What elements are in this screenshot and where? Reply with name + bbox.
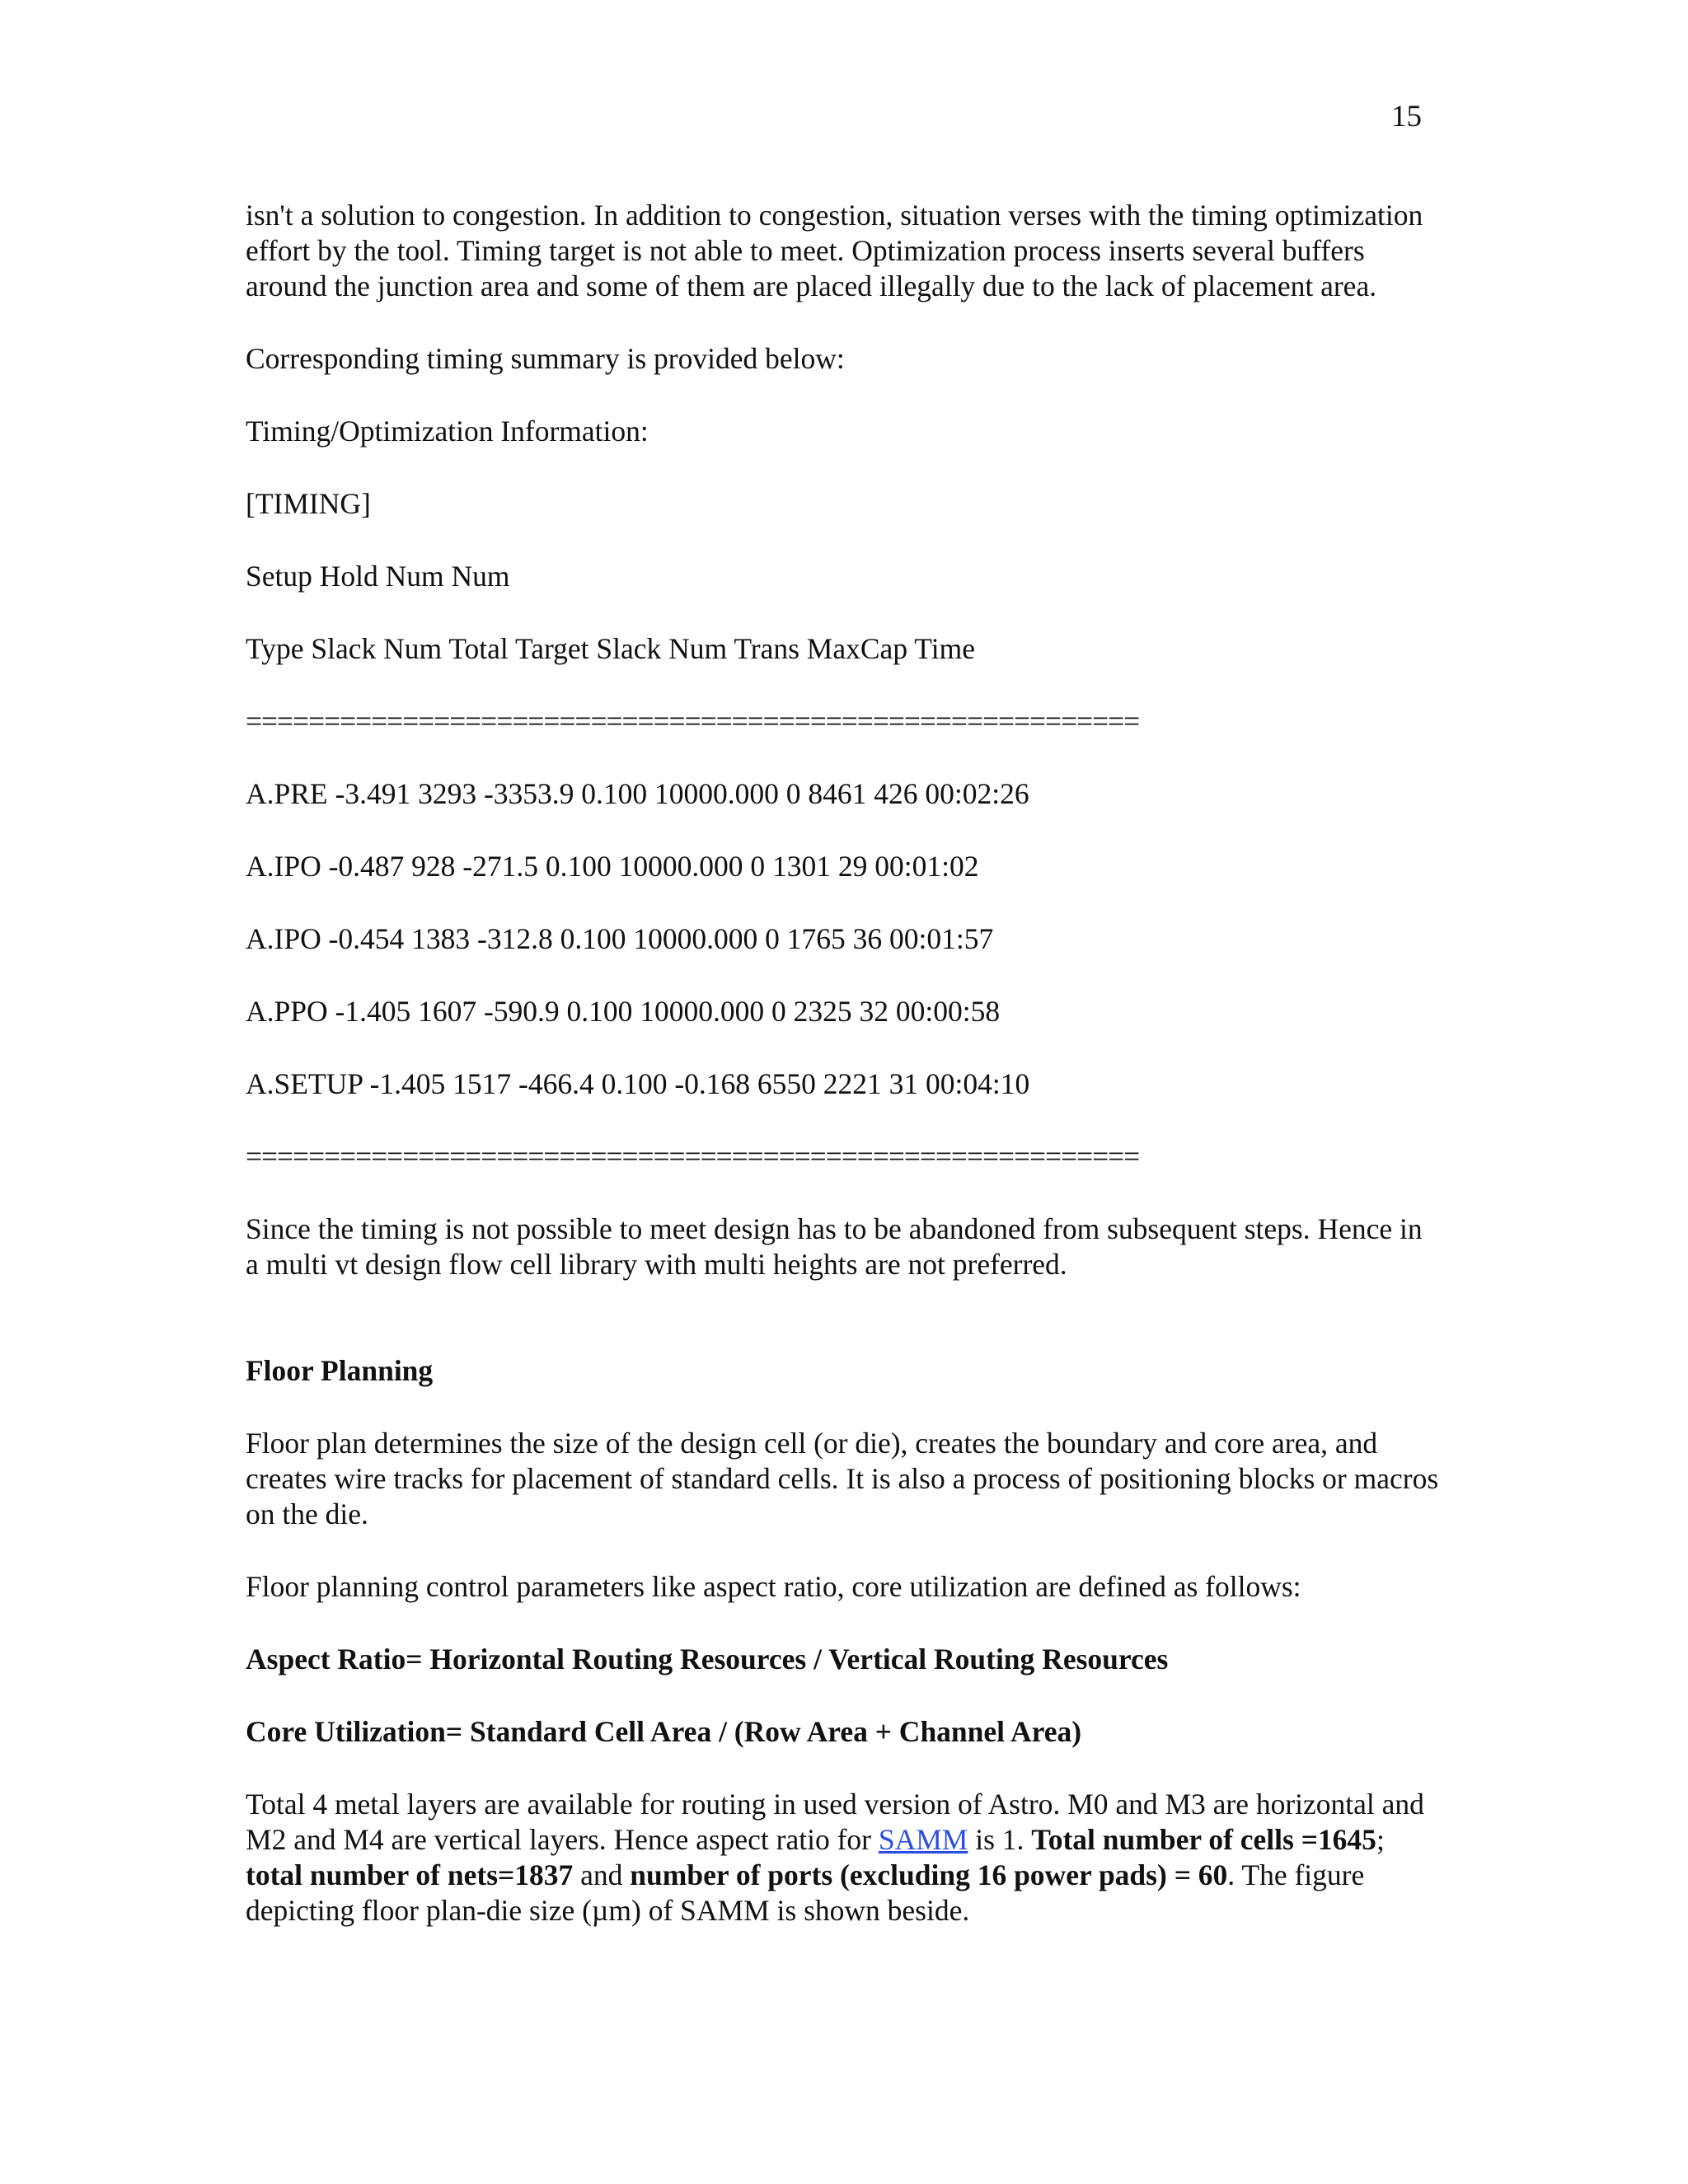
document-body	[246, 198, 1441, 1966]
paragraph-timing-intro: Corresponding timing summary is provided below:	[246, 342, 845, 375]
cells-count: Total number of cells =1645	[1031, 1823, 1376, 1856]
section-heading: Floor Planning	[246, 1354, 434, 1387]
paragraph-congestion: isn't a solution to congestion. In addition to congestion, situation verses with the timing optimization effort by the tool. Timing target is not able to meet. Optimization process inserts several buffers around the junction area and some of them are placed illegally due to the lack of placement area.	[246, 199, 1423, 302]
paragraph-timing-tag: [TIMING]	[246, 487, 371, 520]
paragraph-control-params: Floor planning control parameters like aspect ratio, core utilization are defined as follows:	[246, 1570, 1301, 1603]
text-segment: and	[573, 1858, 631, 1891]
text-segment: ;	[1376, 1823, 1385, 1856]
nets-count: total number of nets=1837	[246, 1858, 574, 1891]
timing-header-row-2: Type Slack Num Total Target Slack Num Trans MaxCap Time	[246, 632, 975, 665]
timing-row: A.PRE -3.491 3293 -3353.9 0.100 10000.000 0 8461 426 00:02:26	[246, 777, 1029, 810]
formula-core-utilization: Core Utilization= Standard Cell Area / (Row Area + Channel Area)	[246, 1715, 1082, 1748]
paragraph-conclusion: Since the timing is not possible to meet design has to be abandoned from subsequent steps. Hence in a multi vt design flow cell library with multi heights are not preferred.	[246, 1212, 1423, 1281]
timing-rule-bottom: =========================================================	[246, 1140, 1140, 1173]
samm-link[interactable]: SAMM	[878, 1823, 968, 1856]
timing-row: A.IPO -0.454 1383 -312.8 0.100 10000.000 0 1765 36 00:01:57	[246, 922, 994, 955]
text-segment: is 1.	[968, 1823, 1032, 1856]
page-number: 15	[1391, 100, 1422, 134]
text-segment: Total 4 metal layers are available for routing in used version of Astro. M0 and M3 are horizontal and M2 and M4 are vertical layers. Hence aspect ratio for	[246, 1788, 1424, 1856]
timing-row: A.SETUP -1.405 1517 -466.4 0.100 -0.168 6550 2221 31 00:04:10	[246, 1067, 1030, 1100]
paragraph-metal-layers	[246, 1787, 1441, 1929]
ports-count: number of ports (excluding 16 power pads) = 60	[630, 1858, 1228, 1891]
formula-aspect-ratio: Aspect Ratio= Horizontal Routing Resources / Vertical Routing Resources	[246, 1643, 1169, 1675]
paragraph-timing-info: Timing/Optimization Information:	[246, 415, 649, 448]
timing-rule-top: =========================================================	[246, 705, 1140, 738]
timing-row: A.IPO -0.487 928 -271.5 0.100 10000.000 0 1301 29 00:01:02	[246, 850, 979, 883]
timing-header-row-1: Setup Hold Num Num	[246, 560, 510, 593]
text-segment: . The figure depicting floor plan-die size (µm) of SAMM is shown beside.	[246, 1858, 1365, 1927]
timing-row: A.PPO -1.405 1607 -590.9 0.100 10000.000 0 2325 32 00:00:58	[246, 995, 1001, 1028]
paragraph-floor-plan: Floor plan determines the size of the design cell (or die), creates the boundary and core area, and creates wire tracks for placement of standard cells. It is also a process of positioning blocks or macros on the die.	[246, 1427, 1439, 1530]
